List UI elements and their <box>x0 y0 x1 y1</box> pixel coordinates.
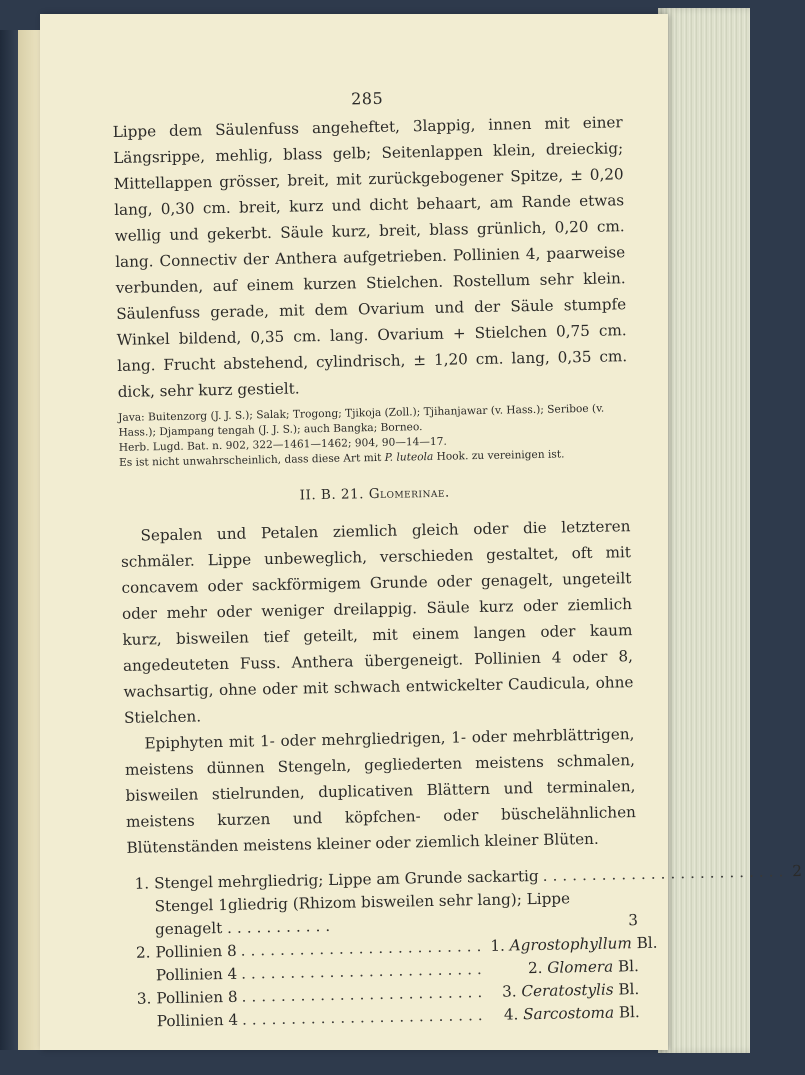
key-row: 3. Pollinien 8 ......................... 3. Ceratostylis Bl. <box>136 980 640 1008</box>
locality-note: Java: Buitenzorg (J. J. S.); Salak; Trogong; Tjikoja (Zoll.); Tjihanjawar (v. Hass.); Seriboe (v. Hass.); Djampang tengah (J. J. S.); auch Bangka; Borneo. <box>118 402 605 439</box>
herbarium-note: Herb. Lugd. Bat. n. 902, 322—1461—1462; 904, 90—14—17. <box>118 435 447 454</box>
section-paragraph: Sepalen und Petalen ziemlich gleich oder die letzteren schmäler. Lippe unbeweglich, verschieden gestaltet, oft mit concavem oder sackförmigem Grunde oder genagelt, ungeteilt oder mehr oder weniger dreilappig. Säule kurz oder ziemlich kurz, bisweilen tief geteilt, mit einem langen oder kaum angedeuteten Fuss. Anthera übergeneigt. Pollinien 4 oder 8, wachsartig, ohne oder mit schwach entwickelter Caudicula, ohne Stielchen. <box>120 517 634 727</box>
identification-key <box>127 861 803 1034</box>
key-row: Pollinien 4 ......................... 4. Sarcostoma Bl. <box>156 1003 640 1031</box>
key-row: Stengel 1gliedrig (Rhizom bisweilen sehr lang); Lippe genagelt ........... 3 <box>154 889 639 939</box>
remark-note: Es ist nicht unwahrscheinlich, dass diese Art mit P. luteola Hook. zu vereinigen ist. <box>118 448 565 469</box>
key-row: Pollinien 4 ......................... 2. Glomera Bl. <box>155 957 640 985</box>
key-row: 1. Stengel mehrgliedrig; Lippe am Grunde sackartig ......................... 2 <box>134 861 803 893</box>
description-paragraph: Lippe dem Säulenfuss angeheftet, 3lappig, innen mit einer Längsrippe, mehlig, blass gelb; Seitenlappen klein, dreieckig; Mittellappen grösser, breit, mit zurückgebogener Spitze, ± 0,20 lang, 0,30 cm. breit, kurz und dicht behaart, am Rande etwas wellig und gekerbt. Säule kurz, breit, blass grünlich, 0,20 cm. lang. Connectiv der Anthera aufgetrieben. Pollinien 4, paarweise verbunden, auf einem kurzen Stielchen. Rostellum sehr klein. Säulenfuss gerade, mit dem Ovarium und der Säule stumpfe Winkel bildend, 0,35 cm. lang. Ovarium + Stielchen 0,75 cm. lang. Frucht abstehend, cylindrisch, ± 1,20 cm. lang, 0,35 cm. dick, sehr kurz gestielt. <box>112 113 628 401</box>
epiphyte-paragraph: Epiphyten mit 1- oder mehrgliedrigen, 1- oder mehrblättrigen, meistens dünnen Stengeln, gegliederten meistens schmalen, bisweilen stielrunden, duplicativen Blättern und terminalen, meistens kurzen und köpfchen- oder büschelähnlichen Blütenständen meistens kleiner oder ziemlich kleiner Blüten. <box>124 725 637 857</box>
book-page <box>40 14 803 1050</box>
page-content <box>112 84 803 1034</box>
page-number: 285 <box>350 88 384 109</box>
page-stack-edge <box>658 8 750 1053</box>
key-row: 2. Pollinien 8 ......................... 1. Agrostophyllum Bl. <box>135 933 658 962</box>
section-heading: II. B. 21. Glomerinae. <box>299 484 450 504</box>
